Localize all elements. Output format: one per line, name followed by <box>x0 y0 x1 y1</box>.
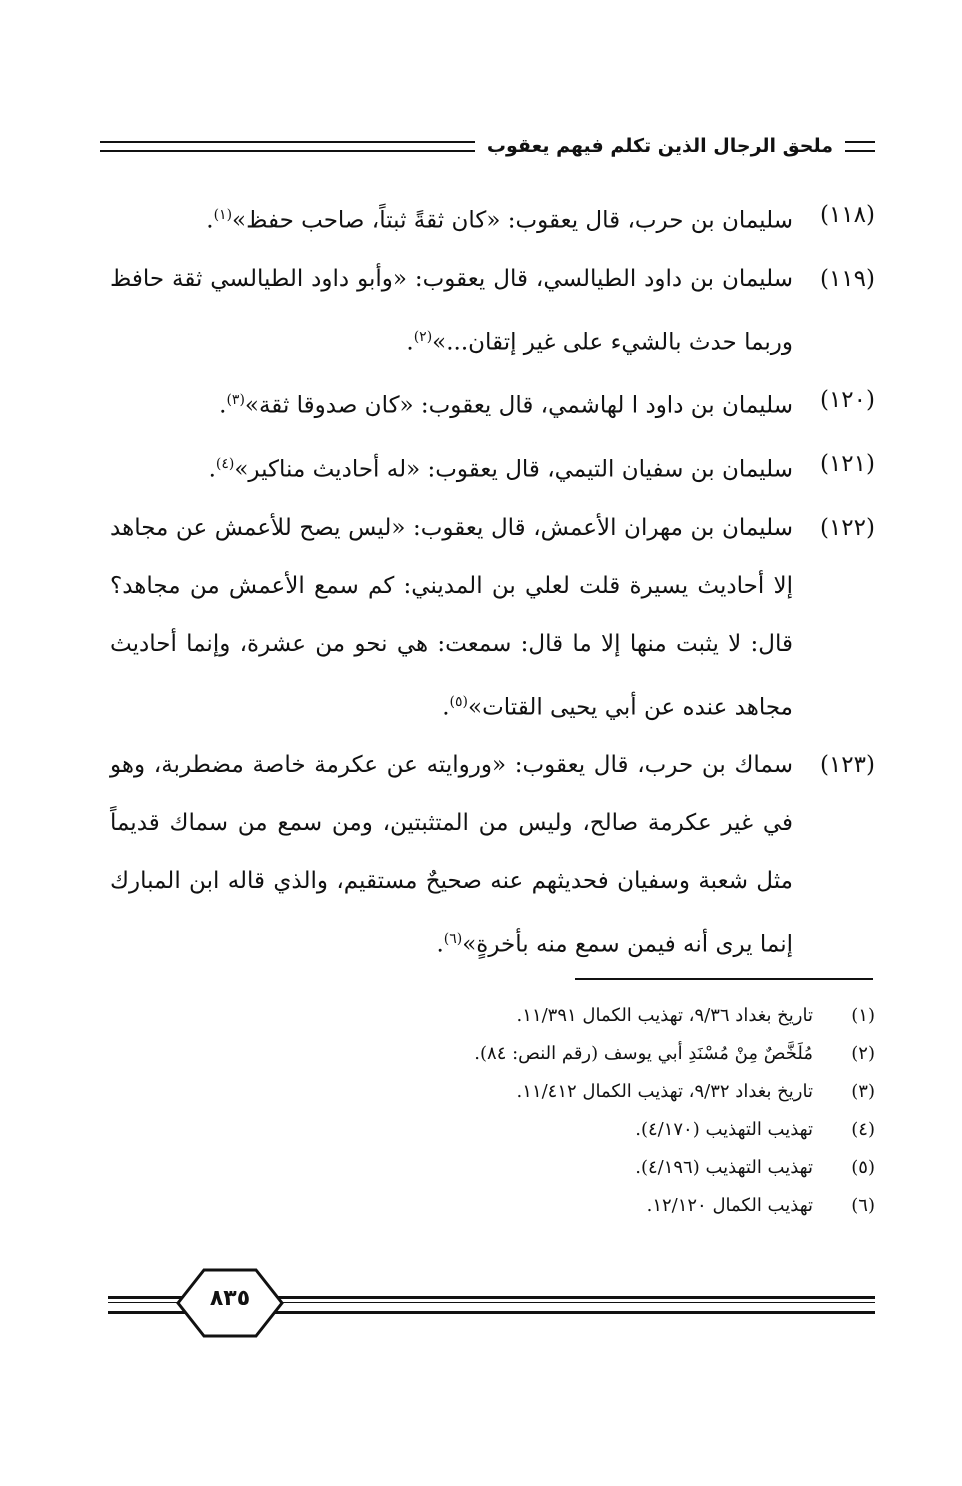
footnote-number: (٢) <box>851 1042 875 1064</box>
entries-list <box>110 186 875 974</box>
header-title: ملحق الرجال الذين تكلم فيهم يعقوب <box>486 135 833 157</box>
footnotes-list <box>200 996 875 1224</box>
footnote-number: (٥) <box>851 1156 875 1178</box>
header-rule-left <box>100 141 475 152</box>
footnote-item <box>200 1034 875 1072</box>
footnote-ref[interactable]: (٥) <box>449 693 469 710</box>
entry-119 <box>110 250 875 372</box>
footnote-ref[interactable]: (٣) <box>226 392 245 409</box>
page-number: ٨٣٥ <box>209 1286 251 1311</box>
entry-text: سليمان بن مهران الأعمش، قال يعقوب: «ليس يصح للأعمش عن مجاهد إلا أحاديث يسيرة قلت لعلي بن المديني: كم سمع الأعمش من مجاهد؟ قال: لا يثبت منها إلا ما قال: سمعت: هي نحو من عشرة، وإنما أحاديث مجاهد عنده عن أبي يحيى القتات»$^{(٥)}$. <box>110 514 793 721</box>
entry-123 <box>110 736 875 974</box>
entry-number: (١٢٢) <box>819 514 875 541</box>
footnote-item <box>200 996 875 1034</box>
entry-122 <box>110 499 875 737</box>
footnote-number: (٣) <box>851 1080 875 1102</box>
entry-text: سليمان بن حرب، قال يعقوب: «كان ثقةً ثبتاً، صاحب حفظ»$^{(١)}$. <box>206 207 793 234</box>
footnote-ref[interactable]: (٦) <box>443 931 463 948</box>
entry-number: (١٢٠) <box>819 387 875 414</box>
entry-text: سليمان بن داود الطيالسي، قال يعقوب: «وأبو داود الطيالسي ثقة حافظ وربما حدث بالشيء على غير إتقان...»$^{(٢)}$. <box>110 265 793 356</box>
footnote-number: (٦) <box>851 1194 875 1216</box>
footnote-item <box>200 1148 875 1186</box>
footnote-item <box>200 1072 875 1110</box>
footnote-text: مُلَخَّصٌ مِنْ مُسْنَدِ أبي يوسف (رقم النص: ٨٤). <box>474 1042 813 1064</box>
header-rule-right <box>845 141 875 152</box>
footnote-ref[interactable]: (٢) <box>413 328 433 345</box>
running-header <box>100 128 875 164</box>
footnote-ref[interactable]: (٤) <box>215 455 235 472</box>
footnote-text: تاريخ بغداد ٩/٣٦، تهذيب الكمال ١١/٣٩١. <box>516 1004 813 1026</box>
entry-118 <box>110 186 875 250</box>
entry-121 <box>110 435 875 499</box>
footnote-text: تهذيب التهذيب (٤/١٧٠). <box>635 1118 813 1140</box>
entry-number: (١٢١) <box>819 450 875 477</box>
entry-text: سليمان بن سفيان التيمي، قال يعقوب: «له أحاديث مناكير»$^{(٤)}$. <box>208 455 793 483</box>
entry-number: (١٢٣) <box>819 752 875 779</box>
entry-text: سماك بن حرب، قال يعقوب: «وروايته عن عكرمة خاصة مضطربة، وهو في غير عكرمة صالح، وليس من المتثبتين، ومن سمع من سماك قديماً مثل شعبة وسفيان فحديثهم عنه صحيحٌ مستقيم، والذي قاله ابن المبارك إنما يرى أنه فيمن سمع منه بأخرةٍ»$^{(٦)}$. <box>110 752 793 958</box>
footnote-separator <box>575 978 873 980</box>
entry-number: (١١٨) <box>819 202 875 228</box>
entry-120 <box>110 371 875 435</box>
footnote-number: (١) <box>851 1004 875 1026</box>
footnote-item <box>200 1110 875 1148</box>
footnote-number: (٤) <box>851 1118 875 1140</box>
entry-number: (١١٩) <box>819 265 875 292</box>
page-footer <box>108 1268 875 1338</box>
entry-text: سليمان بن داود ا لهاشمي، قال يعقوب: «كان صدوقا ثقة»$^{(٣)}$. <box>219 392 793 419</box>
footnote-ref[interactable]: (١) <box>213 207 233 223</box>
footnote-text: تهذيب التهذيب (٤/١٩٦). <box>635 1156 813 1178</box>
page-number-ornament <box>174 1268 286 1338</box>
footnote-text: تهذيب الكمال ١٢/١٢٠. <box>646 1194 813 1216</box>
footnote-text: تاريخ بغداد ٩/٣٢، تهذيب الكمال ١١/٤١٢. <box>516 1080 813 1102</box>
footnote-item <box>200 1186 875 1224</box>
